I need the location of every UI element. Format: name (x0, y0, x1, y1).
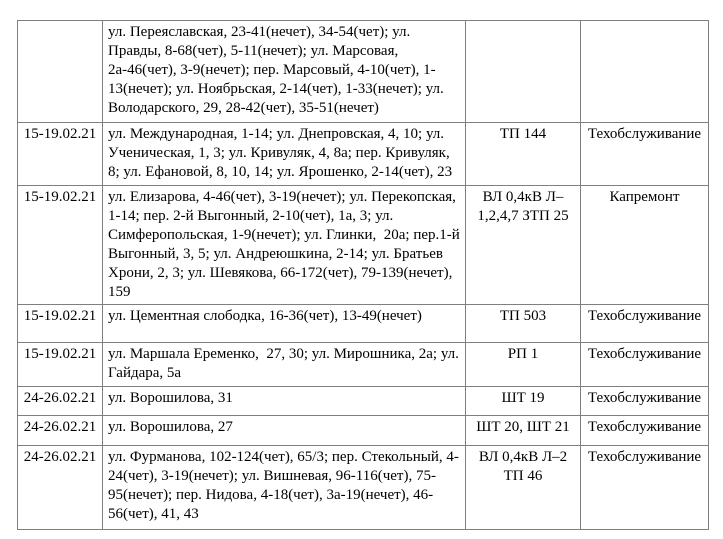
cell-addresses: ул. Цементная слободка, 16-36(чет), 13-49(нечет) (103, 305, 466, 343)
cell-work_type: Техобслуживание (581, 446, 709, 530)
table-row (18, 305, 709, 343)
cell-addresses: ул. Переяславская, 23-41(нечет), 34-54(чет); ул. Правды, 8-68(чет), 5-11(нечет); ул. Марсовая, 2а-46(чет), 3-9(нечет); пер. Марсовый, 4-10(чет), 1-13(нечет); ул. Ноябрьская, 2-14(чет), 1-33(нечет); ул. Володарского, 29, 28-42(чет), 35-51(нечет) (103, 21, 466, 123)
cell-addresses: ул. Международная, 1-14; ул. Днепровская, 4, 10; ул. Ученическая, 1, 3; ул. Кривуляк, 4, 8а; пер. Кривуляк, 8; ул. Ефановой, 8, 10, 14; ул. Ярошенко, 2-14(чет), 23 (103, 123, 466, 186)
cell-date: 15-19.02.21 (18, 343, 103, 387)
cell-date: 15-19.02.21 (18, 123, 103, 186)
cell-date: 15-19.02.21 (18, 305, 103, 343)
cell-equipment: ВЛ 0,4кВ Л–1,2,4,7 ЗТП 25 (466, 186, 581, 305)
cell-equipment: ШТ 20, ШТ 21 (466, 416, 581, 446)
table-row (18, 186, 709, 305)
cell-addresses: ул. Фурманова, 102-124(чет), 65/3; пер. Стекольный, 4-24(чет), 3-19(нечет); ул. Вишневая, 96-116(чет), 75-95(нечет); пер. Нидова, 4-18(чет), 3а-19(нечет), 46-56(чет), 41, 43 (103, 446, 466, 530)
cell-work_type: Техобслуживание (581, 343, 709, 387)
cell-work_type: Техобслуживание (581, 305, 709, 343)
table-row (18, 446, 709, 530)
table-row (18, 21, 709, 123)
table-row (18, 416, 709, 446)
cell-date: 24-26.02.21 (18, 416, 103, 446)
table-row (18, 343, 709, 387)
cell-addresses: ул. Ворошилова, 31 (103, 387, 466, 416)
outage-schedule-table (17, 20, 709, 530)
table-row (18, 387, 709, 416)
cell-work_type: Техобслуживание (581, 123, 709, 186)
cell-equipment: РП 1 (466, 343, 581, 387)
cell-date: 15-19.02.21 (18, 186, 103, 305)
cell-equipment: ТП 503 (466, 305, 581, 343)
cell-work_type: Техобслуживание (581, 387, 709, 416)
cell-addresses: ул. Ворошилова, 27 (103, 416, 466, 446)
cell-work_type: Техобслуживание (581, 416, 709, 446)
cell-equipment: ШТ 19 (466, 387, 581, 416)
cell-date (18, 21, 103, 123)
cell-addresses: ул. Маршала Еременко, 27, 30; ул. Мирошника, 2а; ул. Гайдара, 5а (103, 343, 466, 387)
cell-equipment: ТП 144 (466, 123, 581, 186)
cell-equipment: ВЛ 0,4кВ Л–2 ТП 46 (466, 446, 581, 530)
cell-date: 24-26.02.21 (18, 387, 103, 416)
cell-work_type: Капремонт (581, 186, 709, 305)
table-row (18, 123, 709, 186)
cell-equipment (466, 21, 581, 123)
cell-work_type (581, 21, 709, 123)
cell-date: 24-26.02.21 (18, 446, 103, 530)
outage-table-body (18, 21, 709, 530)
cell-addresses: ул. Елизарова, 4-46(чет), 3-19(нечет); ул. Перекопская, 1-14; пер. 2-й Выгонный, 2-10(чет), 1а, 3; ул. Симферопольская, 1-9(нечет); ул. Глинки, 20а; пер.1-й Выгонный, 3, 5; ул. Андреюшкина, 2-14; ул. Братьев Хрони, 2, 3; ул. Шевякова, 66-172(чет), 79-139(нечет), 159 (103, 186, 466, 305)
